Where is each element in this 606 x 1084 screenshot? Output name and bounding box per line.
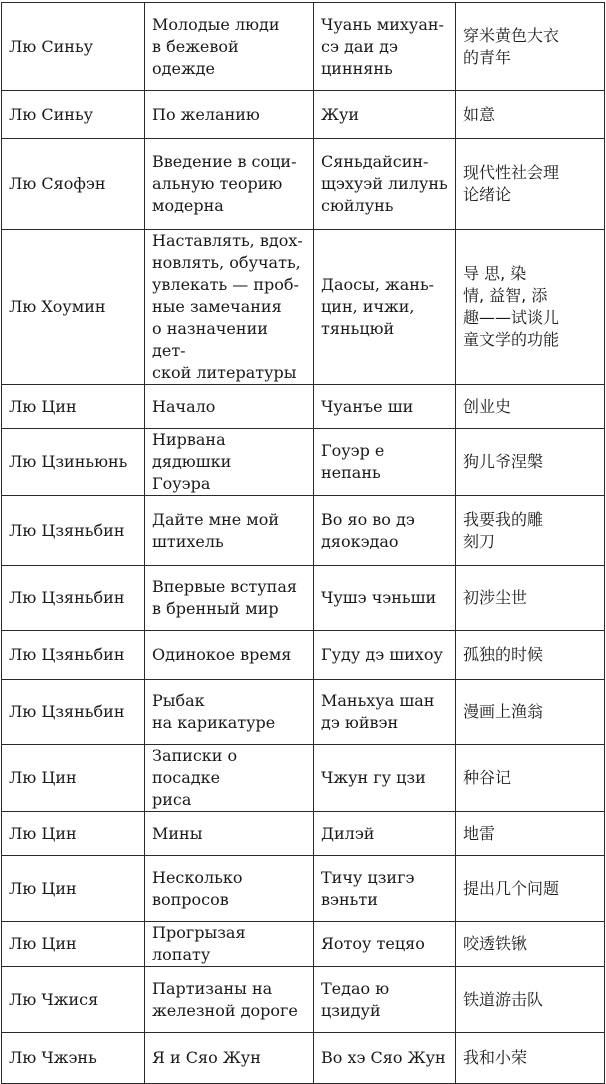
russian-title-cell: Введение в соци- альную теорию модерна — [145, 139, 314, 230]
table-row — [2, 812, 605, 856]
table-row — [2, 385, 605, 429]
table-row — [2, 496, 605, 566]
chinese-title-cell: 种谷记 — [456, 745, 605, 812]
chinese-title-cell: 如意 — [456, 91, 605, 139]
transliteration-cell: Даосы, жань- цин, ичжи, тяньцюй — [314, 230, 456, 385]
russian-title-cell: Партизаны на железной дороге — [145, 967, 314, 1033]
russian-title-cell: Нирвана дядюшки Гоуэра — [145, 429, 314, 496]
author-cell: Лю Хоумин — [2, 230, 145, 385]
russian-title-cell: Записки о посадке риса — [145, 745, 314, 812]
author-cell: Лю Цин — [2, 812, 145, 856]
table-row — [2, 1033, 605, 1084]
table-row — [2, 922, 605, 967]
author-cell: Лю Сяофэн — [2, 139, 145, 230]
chinese-title-cell: 铁道游击队 — [456, 967, 605, 1033]
russian-title-cell: По желанию — [145, 91, 314, 139]
chinese-title-cell: 初涉尘世 — [456, 566, 605, 631]
russian-title-cell: Дайте мне мой штихель — [145, 496, 314, 566]
author-cell: Лю Цзяньбин — [2, 680, 145, 745]
author-cell: Лю Синьу — [2, 3, 145, 91]
transliteration-cell: Яотоу тецяо — [314, 922, 456, 967]
table-body — [2, 3, 605, 1084]
table-row — [2, 967, 605, 1033]
transliteration-cell: Тичу цзигэ вэньти — [314, 856, 456, 922]
transliteration-cell: Во хэ Сяо Жун — [314, 1033, 456, 1084]
chinese-title-cell: 地雷 — [456, 812, 605, 856]
russian-title-cell: Наставлять, вдох- новлять, обучать, увлекать — проб- ные замечания о назначении дет- ской литературы — [145, 230, 314, 385]
transliteration-cell: Тедао ю цзидуй — [314, 967, 456, 1033]
author-cell: Лю Цин — [2, 745, 145, 812]
author-cell: Лю Цин — [2, 922, 145, 967]
chinese-title-cell: 创业史 — [456, 385, 605, 429]
chinese-title-cell: 狗儿爷涅槃 — [456, 429, 605, 496]
transliteration-cell: Во яо во дэ дяокэдао — [314, 496, 456, 566]
author-cell: Лю Цин — [2, 385, 145, 429]
author-cell: Лю Цзяньбин — [2, 566, 145, 631]
chinese-title-cell: 漫画上渔翁 — [456, 680, 605, 745]
transliteration-cell: Чушэ чэньши — [314, 566, 456, 631]
transliteration-cell: Маньхуа шан дэ юйвэн — [314, 680, 456, 745]
table-row — [2, 3, 605, 91]
table-row — [2, 91, 605, 139]
table-row — [2, 429, 605, 496]
russian-title-cell: Молодые люди в бежевой одежде — [145, 3, 314, 91]
russian-title-cell: Впервые вступая в бренный мир — [145, 566, 314, 631]
bibliography-table — [1, 2, 605, 1084]
transliteration-cell: Дилэй — [314, 812, 456, 856]
transliteration-cell: Гуду дэ шихоу — [314, 631, 456, 680]
chinese-title-cell: 我要我的雕 刻刀 — [456, 496, 605, 566]
chinese-title-cell: 提出几个问题 — [456, 856, 605, 922]
transliteration-cell: Гоуэр е непань — [314, 429, 456, 496]
table-row — [2, 631, 605, 680]
russian-title-cell: Рыбак на карикатуре — [145, 680, 314, 745]
table-row — [2, 139, 605, 230]
table-row — [2, 680, 605, 745]
transliteration-cell: Жуи — [314, 91, 456, 139]
transliteration-cell: Чуань михуан- сэ даи дэ циннянь — [314, 3, 456, 91]
table-row — [2, 745, 605, 812]
transliteration-cell: Сяньдайсин- щэхуэй лилунь сюйлунь — [314, 139, 456, 230]
table-row — [2, 230, 605, 385]
chinese-title-cell: 现代性社会理 论绪论 — [456, 139, 605, 230]
russian-title-cell: Прогрызая лопату — [145, 922, 314, 967]
russian-title-cell: Одинокое время — [145, 631, 314, 680]
russian-title-cell: Я и Сяо Жун — [145, 1033, 314, 1084]
author-cell: Лю Цин — [2, 856, 145, 922]
russian-title-cell: Мины — [145, 812, 314, 856]
author-cell: Лю Чжися — [2, 967, 145, 1033]
author-cell: Лю Цзяньбин — [2, 631, 145, 680]
table-row — [2, 566, 605, 631]
author-cell: Лю Цзяньбин — [2, 496, 145, 566]
chinese-title-cell: 导 思, 染 情, 益智, 添 趣——试谈儿 童文学的功能 — [456, 230, 605, 385]
russian-title-cell: Начало — [145, 385, 314, 429]
transliteration-cell: Чжун гу цзи — [314, 745, 456, 812]
russian-title-cell: Несколько вопросов — [145, 856, 314, 922]
chinese-title-cell: 穿米黄色大衣 的青年 — [456, 3, 605, 91]
author-cell: Лю Синьу — [2, 91, 145, 139]
transliteration-cell: Чуанъе ши — [314, 385, 456, 429]
chinese-title-cell: 咬透铁锹 — [456, 922, 605, 967]
chinese-title-cell: 我和小荣 — [456, 1033, 605, 1084]
chinese-title-cell: 孤独的时候 — [456, 631, 605, 680]
author-cell: Лю Чжэнь — [2, 1033, 145, 1084]
author-cell: Лю Цзиньюнь — [2, 429, 145, 496]
table-row — [2, 856, 605, 922]
